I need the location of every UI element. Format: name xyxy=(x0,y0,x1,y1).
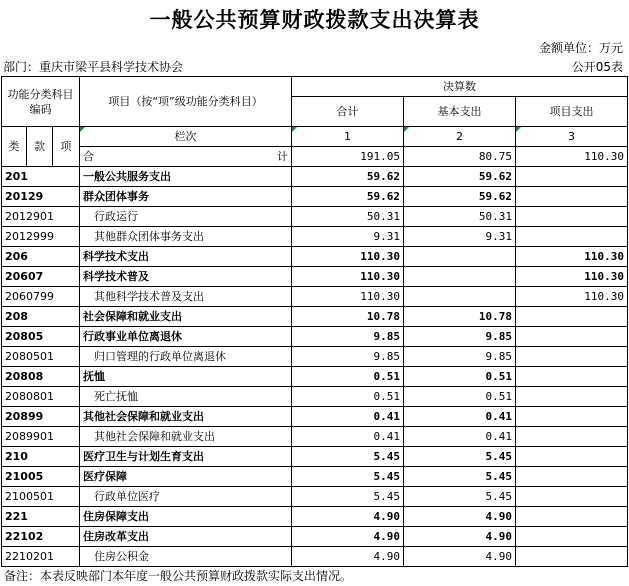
row-basic: 4.90 xyxy=(404,507,516,527)
row-name: 其他科学技术普及支出 xyxy=(80,287,292,307)
row-total: 59.62 xyxy=(292,167,404,187)
row-project xyxy=(516,447,628,467)
row-code: 206 xyxy=(2,247,80,267)
row-code: 20805 xyxy=(2,327,80,347)
row-code: 2089901 xyxy=(2,427,80,447)
header-xiang: 项 xyxy=(53,127,80,167)
row-code: 221 xyxy=(2,507,80,527)
table-row xyxy=(2,207,628,227)
header-col2 xyxy=(404,127,516,147)
row-total: 5.45 xyxy=(292,467,404,487)
row-code: 20129 xyxy=(2,187,80,207)
row-basic: 59.62 xyxy=(404,187,516,207)
row-name: 死亡抚恤 xyxy=(80,387,292,407)
row-code: 2080501 xyxy=(2,347,80,367)
header-col1-text: 1 xyxy=(344,130,352,143)
row-project xyxy=(516,407,628,427)
header-col3-text: 3 xyxy=(568,130,576,143)
row-total: 9.85 xyxy=(292,327,404,347)
row-code: 20899 xyxy=(2,407,80,427)
row-basic: 9.31 xyxy=(404,227,516,247)
row-project xyxy=(516,527,628,547)
row-project xyxy=(516,367,628,387)
amount-unit: 金额单位：万元 xyxy=(538,41,623,55)
row-project xyxy=(516,327,628,347)
row-code: 201 xyxy=(2,167,80,187)
table-row xyxy=(2,467,628,487)
table-row xyxy=(2,247,628,267)
row-basic: 59.62 xyxy=(404,167,516,187)
row-total: 0.41 xyxy=(292,407,404,427)
row-name: 其他社会保障和就业支出 xyxy=(80,407,292,427)
row-project xyxy=(516,507,628,527)
table-row xyxy=(2,307,628,327)
row-basic: 5.45 xyxy=(404,447,516,467)
header-lanci-text: 栏次 xyxy=(174,130,197,143)
total-label-right: 计 xyxy=(277,150,289,163)
table-row xyxy=(2,287,628,307)
row-code: 2100501 xyxy=(2,487,80,507)
row-project xyxy=(516,187,628,207)
row-name: 抚恤 xyxy=(80,367,292,387)
total-project: 110.30 xyxy=(516,147,628,167)
row-name: 科学技术普及 xyxy=(80,267,292,287)
row-total: 4.90 xyxy=(292,547,404,567)
header-col3 xyxy=(516,127,628,147)
row-basic: 4.90 xyxy=(404,547,516,567)
row-code: 2012999 xyxy=(2,227,80,247)
row-total: 110.30 xyxy=(292,287,404,307)
row-basic xyxy=(404,247,516,267)
row-code: 22102 xyxy=(2,527,80,547)
row-total: 10.78 xyxy=(292,307,404,327)
table-row xyxy=(2,327,628,347)
row-total: 5.45 xyxy=(292,447,404,467)
table-row xyxy=(2,507,628,527)
row-basic: 5.45 xyxy=(404,487,516,507)
header-project: 项目支出 xyxy=(516,97,628,127)
row-total: 0.51 xyxy=(292,387,404,407)
row-project: 110.30 xyxy=(516,247,628,267)
table-row xyxy=(2,187,628,207)
row-name: 群众团体事务 xyxy=(80,187,292,207)
row-code: 2210201 xyxy=(2,547,80,567)
cell-marker xyxy=(292,127,297,132)
row-name: 科学技术支出 xyxy=(80,247,292,267)
total-basic: 80.75 xyxy=(404,147,516,167)
header-func-code: 功能分类科目编码 xyxy=(2,77,80,127)
row-total: 0.51 xyxy=(292,367,404,387)
row-basic: 4.90 xyxy=(404,527,516,547)
cell-marker xyxy=(80,127,85,132)
row-basic: 0.51 xyxy=(404,387,516,407)
row-code: 20607 xyxy=(2,267,80,287)
row-code: 21005 xyxy=(2,467,80,487)
row-total: 9.85 xyxy=(292,347,404,367)
header-total: 合计 xyxy=(292,97,404,127)
table-row xyxy=(2,167,628,187)
row-total: 50.31 xyxy=(292,207,404,227)
header-juesuan: 决算数 xyxy=(292,77,628,97)
row-project xyxy=(516,167,628,187)
header-item: 项目（按“项”级功能分类科目） xyxy=(80,77,292,127)
header-col2-text: 2 xyxy=(456,130,464,143)
table-row xyxy=(2,267,628,287)
row-code: 2080801 xyxy=(2,387,80,407)
row-project xyxy=(516,307,628,327)
row-name: 归口管理的行政单位离退休 xyxy=(80,347,292,367)
row-project xyxy=(516,207,628,227)
expenditure-table xyxy=(1,76,628,567)
row-name: 住房公积金 xyxy=(80,547,292,567)
header-lei: 类 xyxy=(2,127,27,167)
form-code: 公开05表 xyxy=(571,60,623,74)
row-name: 行政事业单位离退休 xyxy=(80,327,292,347)
row-basic: 9.85 xyxy=(404,347,516,367)
report-title: 一般公共预算财政拨款支出决算表 xyxy=(149,7,480,32)
row-code: 208 xyxy=(2,307,80,327)
row-name: 住房保障支出 xyxy=(80,507,292,527)
row-code: 20808 xyxy=(2,367,80,387)
row-basic: 50.31 xyxy=(404,207,516,227)
table-row xyxy=(2,427,628,447)
row-total: 110.30 xyxy=(292,247,404,267)
table-row xyxy=(2,447,628,467)
cell-marker xyxy=(516,127,521,132)
cell-marker xyxy=(404,127,409,132)
row-project xyxy=(516,467,628,487)
row-total: 110.30 xyxy=(292,267,404,287)
header-basic: 基本支出 xyxy=(404,97,516,127)
row-name: 医疗保障 xyxy=(80,467,292,487)
row-project: 110.30 xyxy=(516,267,628,287)
row-name: 行政运行 xyxy=(80,207,292,227)
row-name: 其他社会保障和就业支出 xyxy=(80,427,292,447)
total-label xyxy=(80,147,292,167)
row-code: 2012901 xyxy=(2,207,80,227)
footnote: 备注：本表反映部门本年度一般公共预算财政拨款实际支出情况。 xyxy=(4,569,353,583)
row-name: 其他群众团体事务支出 xyxy=(80,227,292,247)
row-project: 110.30 xyxy=(516,287,628,307)
total-total: 191.05 xyxy=(292,147,404,167)
row-name: 住房改革支出 xyxy=(80,527,292,547)
table-row xyxy=(2,367,628,387)
row-total: 59.62 xyxy=(292,187,404,207)
row-total: 4.90 xyxy=(292,527,404,547)
table-row xyxy=(2,387,628,407)
row-project xyxy=(516,387,628,407)
row-name: 社会保障和就业支出 xyxy=(80,307,292,327)
table-row xyxy=(2,527,628,547)
row-project xyxy=(516,227,628,247)
row-basic: 0.41 xyxy=(404,427,516,447)
row-project xyxy=(516,547,628,567)
department-label: 部门：重庆市梁平县科学技术协会 xyxy=(3,60,184,74)
row-basic: 5.45 xyxy=(404,467,516,487)
header-kuan: 款 xyxy=(27,127,53,167)
row-name: 医疗卫生与计划生育支出 xyxy=(80,447,292,467)
row-project xyxy=(516,487,628,507)
total-label-left: 合 xyxy=(83,150,95,163)
header-lanci xyxy=(80,127,292,147)
row-basic: 10.78 xyxy=(404,307,516,327)
table-row xyxy=(2,487,628,507)
header-col1 xyxy=(292,127,404,147)
row-project xyxy=(516,347,628,367)
row-total: 4.90 xyxy=(292,507,404,527)
row-basic xyxy=(404,287,516,307)
row-total: 9.31 xyxy=(292,227,404,247)
row-name: 行政单位医疗 xyxy=(80,487,292,507)
row-project xyxy=(516,427,628,447)
row-basic: 9.85 xyxy=(404,327,516,347)
row-total: 0.41 xyxy=(292,427,404,447)
row-name: 一般公共服务支出 xyxy=(80,167,292,187)
table-row xyxy=(2,547,628,567)
row-code: 2060799 xyxy=(2,287,80,307)
row-total: 5.45 xyxy=(292,487,404,507)
row-basic: 0.41 xyxy=(404,407,516,427)
table-row xyxy=(2,227,628,247)
row-code: 210 xyxy=(2,447,80,467)
row-basic xyxy=(404,267,516,287)
row-basic: 0.51 xyxy=(404,367,516,387)
table-row xyxy=(2,347,628,367)
table-row xyxy=(2,407,628,427)
